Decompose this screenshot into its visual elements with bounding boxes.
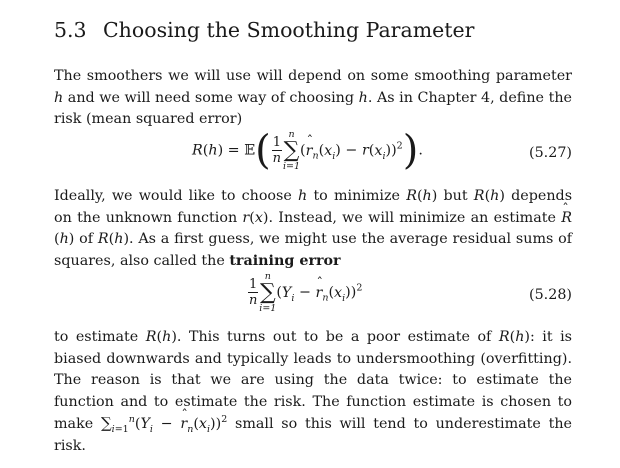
section-title: Choosing the Smoothing Parameter [103, 18, 475, 42]
section-heading [54, 18, 474, 42]
equation-number-5-27: (5.27) [529, 145, 572, 161]
equation-number-5-28: (5.28) [529, 287, 572, 303]
section-number: 5.3 [54, 18, 87, 42]
training-error-term: training error [229, 252, 341, 269]
risk-formula: R(h) = 𝔼( $\frac{1}{n}$ n ∑ i=1 (ˆ $r_n(x_i) - r(x_i))^2$). [192, 130, 423, 171]
paragraph-ideal: Ideally, we would like to choose h to minimize R(h) but R(h) depends on the unknown function r(x). Instead, we will minimize an estimate ˆ R(h) of R(h). As a first guess, we might use the average residual sums of squares, also called the training error [54, 186, 572, 272]
equation-5-28 [54, 272, 572, 320]
paragraph-estimate: to estimate R(h). This turns out to be a poor estimate of R(h): it is biased downwards and typically leads to undersmoothing (overfitting). The reason is that we are using the data twice: to estimate the function and to estimate the risk. The function estimate is chosen to make $\sum_{i=1}^n(Y_i$ − ˆ $r_n(x_i))^2$ small so this will tend to underestimate the risk. [54, 327, 572, 458]
equation-5-27 [54, 128, 572, 178]
training-error-formula: $\frac{1}{n}$ n ∑ i=1 ($Y_i$ − ˆ $r_n(x_i))^2$ [247, 272, 362, 313]
paragraph-intro: The smoothers we will use will depend on some smoothing parameter h and we will need some way of choosing h. As in Chapter 4, define the risk (mean squared error) [54, 68, 572, 128]
